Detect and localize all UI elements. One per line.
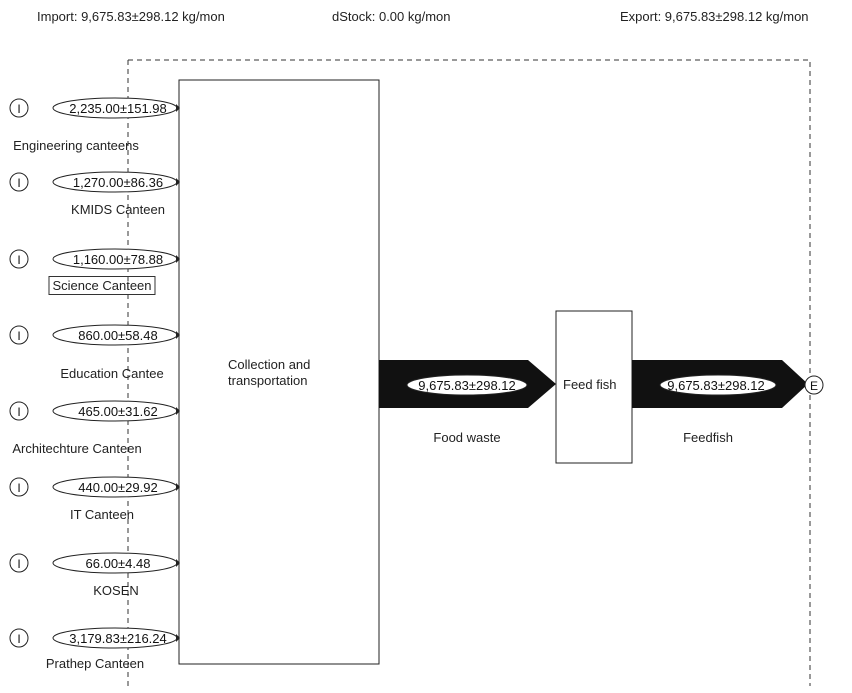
input-source-label: KOSEN [93, 583, 139, 598]
input-value: 2,235.00±151.98 [69, 101, 167, 116]
input-marker: I [17, 481, 21, 495]
input-value: 440.00±29.92 [78, 480, 158, 495]
input-source-label: Science Canteen [48, 276, 155, 295]
input-value: 860.00±58.48 [78, 328, 158, 343]
food-waste-value: 9,675.83±298.12 [418, 378, 516, 393]
input-value: 1,270.00±86.36 [72, 175, 164, 190]
input-source-label: Prathep Canteen [45, 656, 145, 671]
input-source-label: Architechture Canteen [12, 441, 142, 456]
feedfish-value: 9,675.83±298.12 [667, 378, 765, 393]
export-total: Export: 9,675.83±298.12 kg/mon [620, 9, 809, 24]
export-marker: E [809, 379, 819, 393]
feed-fish-process-label: Feed fish [563, 377, 617, 392]
input-marker: I [17, 329, 21, 343]
input-source-label: Engineering canteens [13, 138, 139, 153]
collection-process-label [228, 357, 310, 389]
input-value: 465.00±31.62 [78, 404, 158, 419]
input-marker: I [17, 102, 21, 116]
feedfish-label: Feedfish [683, 430, 733, 445]
input-marker: I [17, 405, 21, 419]
input-marker: I [17, 557, 21, 571]
input-value: 1,160.00±78.88 [72, 252, 164, 267]
input-value: 66.00±4.48 [85, 556, 151, 571]
collection-label-line1: Collection and [228, 357, 311, 372]
import-total: Import: 9,675.83±298.12 kg/mon [37, 9, 225, 24]
input-value: 3,179.83±216.24 [69, 631, 167, 646]
input-source-label: KMIDS Canteen [71, 202, 165, 217]
collection-label-line2: transportation [228, 373, 308, 388]
dstock-total: dStock: 0.00 kg/mon [332, 9, 451, 24]
input-marker: I [17, 253, 21, 267]
input-marker: I [17, 176, 21, 190]
input-source-label: Education Cantee [60, 366, 164, 381]
input-marker: I [17, 632, 21, 646]
food-waste-label: Food waste [433, 430, 501, 445]
input-source-label: IT Canteen [69, 507, 135, 522]
